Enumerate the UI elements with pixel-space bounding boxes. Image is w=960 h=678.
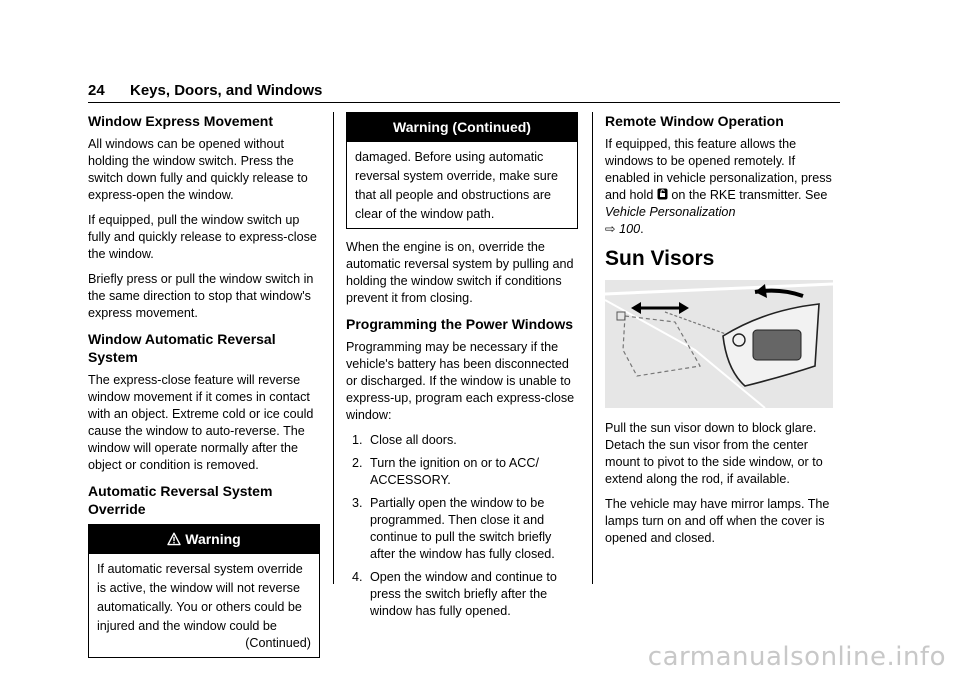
- paragraph: All windows can be opened without holding the window switch. Press the switch down fully and quickly release to express-open the window.: [88, 137, 308, 202]
- heading-window-express: Window Express Movement: [88, 113, 274, 129]
- warning-title: Warning: [185, 531, 241, 547]
- column-divider: [592, 112, 593, 584]
- paragraph: Briefly press or pull the window switch in the same direction to stop that window's express movement.: [88, 272, 314, 320]
- warning-box: [88, 524, 320, 658]
- paragraph: Pull the sun visor down to block glare. Detach the sun visor from the center mount to pivot to the side window, or to extend along the rod, if available.: [605, 421, 823, 486]
- reference-link[interactable]: Vehicle Personalization: [605, 205, 736, 219]
- page-header: [88, 82, 840, 103]
- column-left: [88, 112, 320, 668]
- heading-programming: Programming the Power Windows: [346, 316, 574, 332]
- warning-icon: [167, 532, 181, 546]
- list-item: 1. Close all doors.: [352, 433, 457, 447]
- warning-header: Warning (Continued): [347, 113, 577, 142]
- paragraph: When the engine is on, override the automatic reversal system by pulling and holding the window switch if conditions prevent it from closing.: [346, 240, 574, 305]
- warning-text: If automatic reversal system override is active, the window will not reverse automatically. You or others could be injured and the window could be: [97, 562, 303, 633]
- unlock-key-icon: [657, 188, 668, 200]
- heading-remote-window: Remote Window Operation: [605, 113, 784, 129]
- heading-reversal-override: Automatic Reversal System Override: [88, 483, 273, 517]
- list-item: 3. Partially open the window to be programmed. Then close it and continue to pull the switch briefly after the window has fully closed.: [352, 496, 555, 561]
- paragraph-remote: If equipped, this feature allows the windows to be opened remotely. If enabled in vehicle personalization, press and hold on the RKE transmitter. See Vehicle Personalization ⇨ 100.: [605, 137, 832, 236]
- reference-page[interactable]: 100: [619, 222, 641, 236]
- column-middle: [346, 112, 578, 626]
- warning-header: [89, 525, 319, 554]
- column-divider: [333, 112, 334, 584]
- paragraph: The vehicle may have mirror lamps. The lamps turn on and off when the cover is opened and closed.: [605, 497, 830, 545]
- watermark: carmanualsonline.info: [647, 642, 946, 672]
- warning-body: [89, 554, 319, 657]
- sun-visor-illustration: [605, 280, 833, 408]
- paragraph: Programming may be necessary if the vehicle's battery has been disconnected or discharged. If the window is unable to express-up, program each express-close window:: [346, 340, 575, 422]
- list-item: 4. Open the window and continue to press the switch briefly after the window has fully opened.: [352, 570, 557, 618]
- warning-body: damaged. Before using automatic reversal system override, make sure that all people and obstructions are clear of the window path.: [355, 150, 558, 221]
- warning-box-continued: [346, 112, 578, 229]
- programming-steps: [346, 432, 578, 620]
- list-item: 2. Turn the ignition on or to ACC/ ACCESSORY.: [352, 456, 539, 487]
- column-right: [605, 112, 840, 555]
- heading-sun-visors: Sun Visors: [605, 247, 715, 270]
- section-title: Keys, Doors, and Windows: [130, 82, 323, 99]
- heading-reversal-system: Window Automatic Reversal System: [88, 331, 276, 365]
- paragraph: If equipped, pull the window switch up fully and quickly release to express-close the window.: [88, 213, 317, 261]
- continued-label: (Continued): [245, 636, 311, 650]
- paragraph: The express-close feature will reverse window movement if it comes in contact with an object. Extreme cold or ice could cause the window to auto-reverse. The window will operate normally after the object or condition is removed.: [88, 373, 314, 472]
- page-number: 24: [88, 82, 105, 99]
- page-ref-icon: ⇨: [605, 222, 620, 236]
